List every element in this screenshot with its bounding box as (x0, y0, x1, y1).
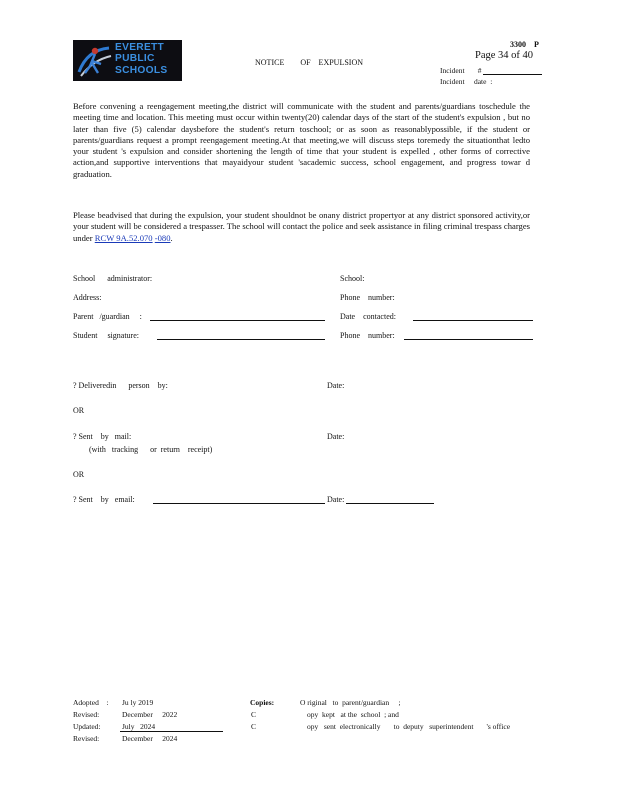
paragraph-reengagement: Before convening a reengagement meeting,the district will communicate with the student and parents/guardians toschedule the meeting time and location. This meeting must occur within twenty(20) calendar days of the start of the student's expulsion , but no later than five (5) calendar daysbefore the student's return toschool; or as soon as reasonablypossible, if the student or parents/guardians request a prompt reengagement meeting.At that meeting,we will discuss steps toremedy the situationthat ledto your student 's expulsion and consider shortening the length of time that your student is expelled , other forms of corrective action,and supportive interventions that mayaidyour student 'sacademic success, school engagement, and progress towar d graduation. (73, 101, 530, 179)
copy-sent: opy sent electronically to deputy superintendent 's office (307, 722, 511, 731)
or-divider-2: OR (73, 470, 85, 479)
sent-by-mail-checkbox[interactable]: ? Sent by mail: (73, 432, 132, 441)
date-label-3: Date: (327, 495, 345, 504)
copy-kept: opy kept at the school ; and (307, 710, 399, 719)
swooping-figure-logo-icon (75, 42, 115, 79)
incident-number-line[interactable] (483, 74, 542, 75)
logo-line-3: SCHOOLS (115, 64, 168, 76)
district-logo (73, 40, 182, 81)
phone-number-label-1: Phone number: (340, 293, 395, 302)
email-date-line[interactable] (346, 503, 434, 504)
copy-kept-c: C (251, 710, 257, 719)
or-divider-1: OR (73, 406, 85, 415)
copy-sent-c: C (251, 722, 257, 731)
school-administrator-label: School administrator: (73, 274, 153, 283)
page-number: Page 34 of 40 (475, 50, 534, 61)
school-label: School: (340, 274, 365, 283)
copies-label: Copies: (250, 698, 275, 707)
updated-date: July 2024 (122, 722, 156, 731)
delivered-in-person-checkbox[interactable]: ? Deliveredin person by: (73, 381, 168, 390)
revised-label-2: Revised: (73, 734, 100, 743)
updated-underline (120, 731, 223, 732)
sent-by-email-checkbox[interactable]: ? Sent by email: (73, 495, 135, 504)
phone-number-label-2: Phone number: (340, 331, 395, 340)
revised-date-2: December 2024 (122, 734, 178, 743)
paragraph-trespass (73, 210, 530, 244)
updated-label: Updated: (73, 722, 101, 731)
logo-line-2: PUBLIC (115, 53, 155, 65)
mail-note: (with tracking or return receipt) (89, 445, 213, 454)
period: . (170, 232, 173, 243)
date-contacted-label: Date contacted: (340, 312, 396, 321)
adopted-label: Adopted : (73, 698, 109, 707)
copy-original: O riginal to parent/guardian ; (300, 698, 401, 707)
paragraph-trespass-text: Please beadvised that during the expulsion, your student shouldnot be onany district propertyor at any district sponsored activity,or your student will be considered a trespasser. The school will contact the police and seek assistance in filing criminal trespass charges under (73, 210, 530, 243)
address-label: Address: (73, 293, 102, 302)
revised-label-1: Revised: (73, 710, 100, 719)
parent-guardian-line[interactable] (150, 320, 325, 321)
policy-suffix: P (534, 40, 539, 49)
incident-number-label: Incident # (440, 66, 482, 75)
date-contacted-line[interactable] (413, 320, 533, 321)
logo-line-1: EVERETT (115, 42, 165, 53)
rcw-link[interactable]: RCW 9A.52.070 (94, 232, 153, 243)
date-label-2: Date: (327, 432, 345, 441)
adopted-date: Ju ly 2019 (122, 698, 154, 707)
student-signature-label: Student signature: (73, 331, 139, 340)
parent-guardian-label: Parent /guardian : (73, 312, 142, 321)
date-label-1: Date: (327, 381, 345, 390)
incident-date-label: Incident date : (440, 77, 493, 86)
rcw-link-080[interactable]: -080 (154, 232, 171, 243)
student-signature-line[interactable] (157, 339, 325, 340)
page-title: NOTICE OF EXPULSION (255, 58, 363, 67)
policy-number: 3300 (510, 40, 526, 49)
phone-number-line-2[interactable] (404, 339, 533, 340)
revised-date-1: December 2022 (122, 710, 178, 719)
email-line[interactable] (153, 503, 325, 504)
